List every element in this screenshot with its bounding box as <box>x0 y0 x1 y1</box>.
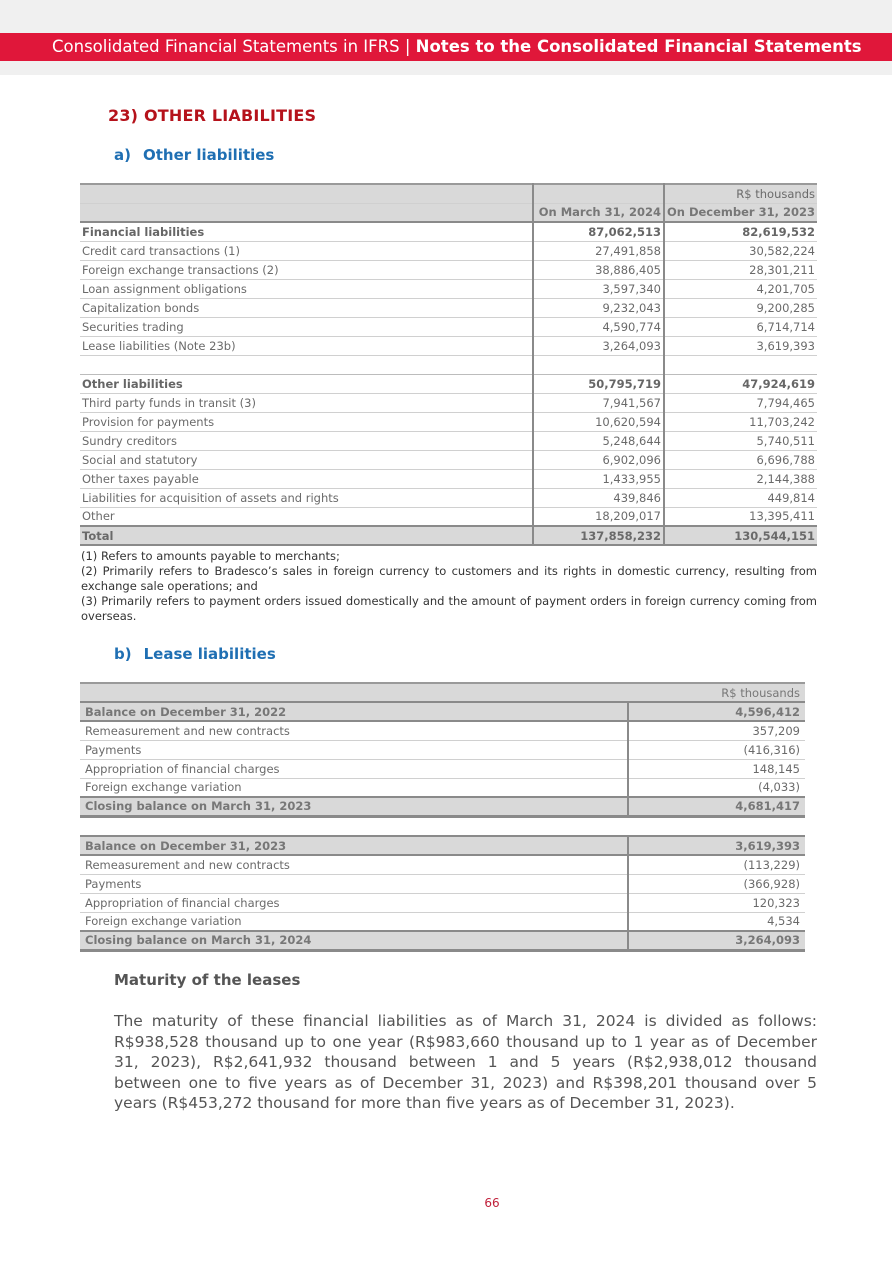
cell-label: Liabilities for acquisition of assets and rights <box>80 488 533 507</box>
unit-label: R$ thousands <box>628 683 805 702</box>
subsection-title: Lease liabilities <box>143 645 276 663</box>
cell-dec-2023: 30,582,224 <box>664 241 817 260</box>
cell-dec-2023: 28,301,211 <box>664 260 817 279</box>
cell-value: (416,316) <box>628 740 805 759</box>
table-row <box>80 279 817 298</box>
cell-label: Securities trading <box>80 317 533 336</box>
table-row <box>80 469 817 488</box>
section-title: 23) OTHER LIABILITIES <box>108 106 317 125</box>
cell-dec-2023: 7,794,465 <box>664 393 817 412</box>
cell-march-2024: 439,846 <box>533 488 664 507</box>
cell-march-2024: 50,795,719 <box>533 374 664 393</box>
cell-march-2024: 7,941,567 <box>533 393 664 412</box>
subsection-letter: a) <box>114 146 131 164</box>
subsection-letter: b) <box>114 645 132 663</box>
opening-balance-row <box>80 836 805 855</box>
table-row <box>80 912 805 931</box>
cell-march-2024: 27,491,858 <box>533 241 664 260</box>
cell-dec-2023: 3,619,393 <box>664 336 817 355</box>
cell-dec-2023: 11,703,242 <box>664 412 817 431</box>
cell-value: 4,596,412 <box>628 702 805 721</box>
table-row <box>80 778 805 797</box>
table-row <box>80 241 817 260</box>
table-spacer-row <box>80 355 817 374</box>
cell-value: 4,681,417 <box>628 797 805 816</box>
cell-dec-2023: 449,814 <box>664 488 817 507</box>
cell-dec-2023: 4,201,705 <box>664 279 817 298</box>
cell-dec-2023: 13,395,411 <box>664 507 817 526</box>
col-header-dec-2023: On December 31, 2023 <box>664 203 817 222</box>
cell-dec-2023: 5,740,511 <box>664 431 817 450</box>
cell-march-2024: 10,620,594 <box>533 412 664 431</box>
cell-march-2024: 87,062,513 <box>533 222 664 241</box>
cell-label: Other taxes payable <box>80 469 533 488</box>
cell-march-2024: 18,209,017 <box>533 507 664 526</box>
cell-label: Other <box>80 507 533 526</box>
table-row <box>80 893 805 912</box>
closing-balance-row <box>80 931 805 950</box>
cell-value: 3,619,393 <box>628 836 805 855</box>
maturity-heading: Maturity of the leases <box>114 971 301 989</box>
table-row <box>80 507 817 526</box>
table-row <box>80 393 817 412</box>
cell-value: 148,145 <box>628 759 805 778</box>
cell-label: Foreign exchange variation <box>80 912 628 931</box>
cell-label: Other liabilities <box>80 374 533 393</box>
document-header <box>0 33 892 61</box>
table-row <box>80 855 805 874</box>
cell-value: 120,323 <box>628 893 805 912</box>
footnote-2: (2) Primarily refers to Bradesco’s sales in foreign currency to customers and its rights in domestic currency, resulting from exchange sale operations; and <box>81 564 817 593</box>
table-row <box>80 260 817 279</box>
cell-label: Loan assignment obligations <box>80 279 533 298</box>
table-total-row <box>80 526 817 545</box>
cell-label: Sundry creditors <box>80 431 533 450</box>
total-march-2024: 137,858,232 <box>533 526 664 545</box>
lease-liabilities-2023-table <box>80 682 805 818</box>
cell-label: Lease liabilities (Note 23b) <box>80 336 533 355</box>
cell-value: (113,229) <box>628 855 805 874</box>
cell-value: (4,033) <box>628 778 805 797</box>
cell-dec-2023: 47,924,619 <box>664 374 817 393</box>
total-label: Total <box>80 526 533 545</box>
table-row <box>80 740 805 759</box>
table-header-row <box>80 203 817 222</box>
opening-balance-row <box>80 702 805 721</box>
cell-label: Provision for payments <box>80 412 533 431</box>
cell-label: Capitalization bonds <box>80 298 533 317</box>
subsection-title: Other liabilities <box>142 146 275 164</box>
cell-value: 357,209 <box>628 721 805 740</box>
cell-march-2024: 3,597,340 <box>533 279 664 298</box>
table-row <box>80 721 805 740</box>
closing-balance-row <box>80 797 805 816</box>
cell-value: 3,264,093 <box>628 931 805 950</box>
table-row <box>80 874 805 893</box>
cell-dec-2023: 9,200,285 <box>664 298 817 317</box>
table-unit-row <box>80 184 817 203</box>
cell-dec-2023: 2,144,388 <box>664 469 817 488</box>
cell-label: Closing balance on March 31, 2023 <box>80 797 628 816</box>
cell-label: Credit card transactions (1) <box>80 241 533 260</box>
top-margin <box>0 0 892 33</box>
cell-march-2024: 9,232,043 <box>533 298 664 317</box>
footnote-1: (1) Refers to amounts payable to merchants; <box>81 549 340 563</box>
cell-march-2024: 3,264,093 <box>533 336 664 355</box>
cell-dec-2023: 6,696,788 <box>664 450 817 469</box>
other-liabilities-table <box>80 183 817 546</box>
cell-label: Remeasurement and new contracts <box>80 721 628 740</box>
cell-march-2024: 4,590,774 <box>533 317 664 336</box>
footnotes <box>81 549 817 624</box>
cell-label: Foreign exchange variation <box>80 778 628 797</box>
table-row <box>80 317 817 336</box>
table-group-row <box>80 222 817 241</box>
cell-label: Closing balance on March 31, 2024 <box>80 931 628 950</box>
cell-label: Third party funds in transit (3) <box>80 393 533 412</box>
table-row <box>80 412 817 431</box>
cell-dec-2023: 6,714,714 <box>664 317 817 336</box>
cell-label: Remeasurement and new contracts <box>80 855 628 874</box>
cell-label: Payments <box>80 874 628 893</box>
cell-label: Appropriation of financial charges <box>80 893 628 912</box>
cell-value: 4,534 <box>628 912 805 931</box>
maturity-paragraph: The maturity of these financial liabilities as of March 31, 2024 is divided as follows: R$938,528 thousand up to one year (R$983,660 thousand up to 1 year as of December 31, 2023), R$2,641,932 thousand between 1 and 5 years (R$2,938,012 thousand between one to five years as of December 31, 2023) and R$398,201 thousand over 5 years (R$453,272 thousand for more than five years as of December 31, 2023). <box>114 1012 817 1112</box>
page-number: 66 <box>484 1196 500 1210</box>
table-group-row <box>80 374 817 393</box>
cell-label: Foreign exchange transactions (2) <box>80 260 533 279</box>
unit-label: R$ thousands <box>664 184 817 203</box>
cell-label: Balance on December 31, 2023 <box>80 836 628 855</box>
table-row <box>80 488 817 507</box>
cell-label: Social and statutory <box>80 450 533 469</box>
table-row <box>80 336 817 355</box>
table-unit-row <box>80 683 805 702</box>
header-section-title: Notes to the Consolidated Financial Statements <box>415 37 862 56</box>
cell-label: Balance on December 31, 2022 <box>80 702 628 721</box>
cell-value: (366,928) <box>628 874 805 893</box>
cell-dec-2023: 82,619,532 <box>664 222 817 241</box>
cell-march-2024: 6,902,096 <box>533 450 664 469</box>
table-row <box>80 759 805 778</box>
lease-liabilities-2024-table <box>80 835 805 952</box>
cell-label: Financial liabilities <box>80 222 533 241</box>
total-dec-2023: 130,544,151 <box>664 526 817 545</box>
col-header-march-2024: On March 31, 2024 <box>533 203 664 222</box>
cell-march-2024: 5,248,644 <box>533 431 664 450</box>
subsection-lease-liabilities <box>114 645 276 663</box>
table-row <box>80 298 817 317</box>
cell-march-2024: 38,886,405 <box>533 260 664 279</box>
cell-label: Payments <box>80 740 628 759</box>
header-doc-title: Consolidated Financial Statements in IFRS | <box>52 37 416 56</box>
cell-march-2024: 1,433,955 <box>533 469 664 488</box>
subsection-other-liabilities <box>114 146 274 164</box>
table-row <box>80 450 817 469</box>
cell-label: Appropriation of financial charges <box>80 759 628 778</box>
footnote-3: (3) Primarily refers to payment orders issued domestically and the amount of payment orders in foreign currency coming from overseas. <box>81 594 817 623</box>
table-row <box>80 431 817 450</box>
header-underline <box>0 61 892 75</box>
